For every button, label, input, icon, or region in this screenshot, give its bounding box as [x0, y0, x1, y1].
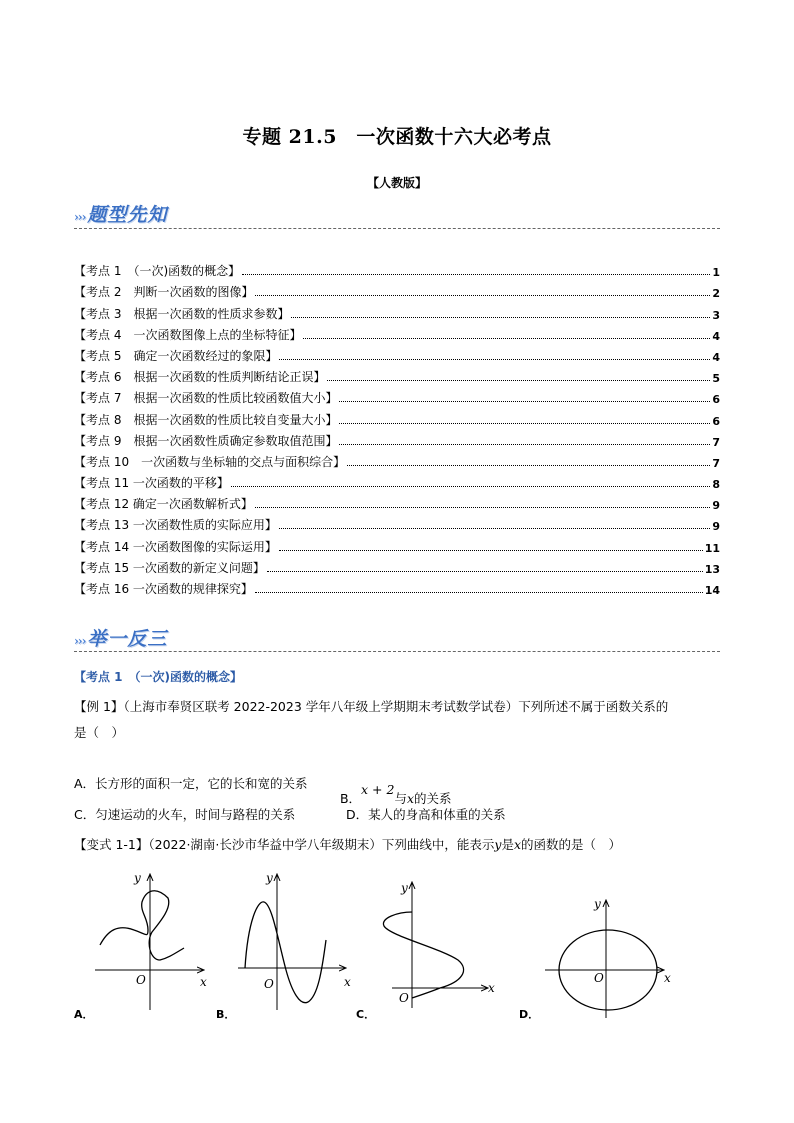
- toc-row[interactable]: [74, 512, 720, 533]
- toc-page-number[interactable]: 8: [712, 478, 720, 492]
- toc-row[interactable]: [74, 470, 720, 491]
- toc-label[interactable]: 【考点 13 一次函数性质的实际应用】: [74, 518, 277, 533]
- curve: [383, 912, 463, 998]
- option-b-prefix: B．: [339, 791, 362, 806]
- option-d: D．某人的身高和体重的关系: [346, 807, 506, 822]
- toc-row[interactable]: [74, 279, 720, 300]
- section-heading-practice: [74, 624, 167, 651]
- variant-text: （2022·湖南·长沙市华益中学八年级期末）下列曲线中，能表示: [148, 837, 495, 852]
- x-label: x: [344, 975, 351, 989]
- toc-label[interactable]: 【考点 6 根据一次函数的性质判断结论正误】: [74, 370, 326, 385]
- origin-label: O: [136, 973, 146, 987]
- toc-label[interactable]: 【考点 2 判断一次函数的图像】: [74, 285, 254, 300]
- example-text-cont: 是（ ）: [74, 725, 125, 740]
- option-label: C．: [356, 1008, 376, 1021]
- toc-row[interactable]: [74, 343, 720, 364]
- y-label: y: [401, 881, 408, 895]
- toc-row[interactable]: [74, 576, 720, 597]
- toc-leader-dots: [339, 423, 710, 424]
- toc-label[interactable]: 【考点 15 一次函数的新定义问题】: [74, 560, 265, 575]
- variant-text: 的函数的是（ ）: [521, 837, 622, 852]
- origin-label: O: [399, 991, 409, 1005]
- toc-row[interactable]: [74, 406, 720, 427]
- toc-row[interactable]: [74, 364, 720, 385]
- divider: [74, 651, 720, 652]
- toc-leader-dots: [242, 274, 710, 275]
- toc-leader-dots: [255, 592, 703, 593]
- toc-label[interactable]: 【考点 9 根据一次函数性质确定参数取值范围】: [74, 433, 338, 448]
- table-of-contents: [74, 258, 720, 597]
- toc-label[interactable]: 【考点 7 根据一次函数的性质比较函数值大小】: [74, 391, 338, 406]
- option-b-expression: x + 2: [361, 782, 395, 797]
- toc-row[interactable]: [74, 555, 720, 576]
- option-b: [332, 774, 452, 807]
- section-title: 举一反三: [87, 628, 168, 650]
- y-label: y: [594, 897, 601, 911]
- origin-label: O: [594, 971, 604, 985]
- section-heading-overview: [74, 200, 167, 227]
- toc-label[interactable]: 【考点 14 一次函数图像的实际运用】: [74, 539, 277, 554]
- option-b-var: x: [406, 791, 415, 806]
- option-c: C．匀速运动的火车，时间与路程的关系: [74, 807, 296, 822]
- toc-page-number[interactable]: 4: [712, 350, 720, 364]
- toc-leader-dots: [231, 486, 710, 487]
- option-b-suffix: 的关系: [414, 791, 452, 806]
- graph-d: [519, 897, 671, 1021]
- toc-label[interactable]: 【考点 12 确定一次函数解析式】: [74, 497, 253, 512]
- toc-row[interactable]: [74, 258, 720, 279]
- origin-label: O: [264, 977, 274, 991]
- toc-page-number[interactable]: 3: [712, 308, 720, 322]
- graph-a: [74, 871, 207, 1021]
- toc-label[interactable]: 【考点 1 （一次)函数的概念】: [74, 264, 241, 279]
- toc-leader-dots: [279, 359, 710, 360]
- x-label: x: [200, 975, 207, 989]
- toc-leader-dots: [303, 338, 710, 339]
- x-label: x: [664, 971, 671, 985]
- toc-leader-dots: [339, 444, 710, 445]
- toc-page-number[interactable]: 9: [712, 520, 720, 534]
- arrows-icon: ›››: [74, 634, 86, 648]
- toc-leader-dots: [347, 465, 710, 466]
- example-tag: 【例 1】: [74, 699, 124, 714]
- page-title: 专题 21.5 一次函数十六大必考点: [242, 126, 552, 148]
- variant-text: 是: [501, 837, 514, 852]
- option-label: A．: [74, 1008, 94, 1021]
- graph-c: [356, 881, 495, 1021]
- toc-label[interactable]: 【考点 10 一次函数与坐标轴的交点与面积综合】: [74, 454, 346, 469]
- toc-page-number[interactable]: 2: [712, 287, 720, 301]
- toc-row[interactable]: [74, 449, 720, 470]
- toc-label[interactable]: 【考点 11 一次函数的平移】: [74, 476, 229, 491]
- option-label: D．: [519, 1008, 540, 1021]
- toc-leader-dots: [279, 550, 703, 551]
- example-question: [74, 694, 722, 746]
- toc-row[interactable]: [74, 428, 720, 449]
- section-title: 题型先知: [87, 204, 168, 226]
- curve: [245, 902, 326, 1003]
- toc-page-number[interactable]: 6: [712, 414, 720, 428]
- function-graphs: [0, 860, 794, 1030]
- toc-label[interactable]: 【考点 4 一次函数图像上点的坐标特征】: [74, 327, 302, 342]
- arrows-icon: ›››: [74, 210, 86, 224]
- toc-row[interactable]: [74, 385, 720, 406]
- toc-leader-dots: [291, 317, 710, 318]
- curve: [100, 891, 184, 960]
- toc-leader-dots: [255, 507, 710, 508]
- toc-row[interactable]: [74, 322, 720, 343]
- variant-var-x: x: [513, 837, 522, 852]
- option-b-mid: 与: [394, 791, 407, 806]
- variant-question: [74, 832, 722, 858]
- toc-page-number[interactable]: 14: [704, 584, 720, 597]
- y-label: y: [266, 871, 273, 885]
- toc-page-number[interactable]: 13: [704, 562, 720, 576]
- toc-leader-dots: [327, 380, 710, 381]
- toc-label[interactable]: 【考点 16 一次函数的规律探究】: [74, 582, 253, 596]
- example-text: （上海市奉贤区联考 2022-2023 学年八年级上学期期末考试数学试卷）下列所述不属于函数关系的: [123, 699, 669, 714]
- toc-page-number[interactable]: 6: [712, 393, 720, 407]
- toc-leader-dots: [339, 401, 710, 402]
- toc-page-number[interactable]: 7: [712, 435, 720, 449]
- toc-row[interactable]: [74, 491, 720, 512]
- toc-leader-dots: [267, 571, 703, 572]
- toc-row[interactable]: [74, 300, 720, 321]
- y-label: y: [134, 871, 141, 885]
- toc-label[interactable]: 【考点 8 根据一次函数的性质比较自变量大小】: [74, 412, 338, 427]
- divider: [74, 228, 720, 229]
- option-a: A．长方形的面积一定，它的长和宽的关系: [74, 776, 308, 791]
- toc-page-number[interactable]: 9: [712, 499, 720, 513]
- toc-page-number[interactable]: 7: [712, 456, 720, 470]
- option-label: B．: [216, 1008, 236, 1021]
- toc-row[interactable]: [74, 533, 720, 554]
- topic-heading: 【考点 1 （一次)函数的概念】: [74, 670, 243, 684]
- toc-page-number[interactable]: 11: [704, 541, 720, 555]
- variant-tag: 【变式 1-1】: [74, 837, 149, 852]
- toc-page-number[interactable]: 1: [712, 266, 720, 280]
- toc-page-number[interactable]: 4: [712, 329, 720, 343]
- x-label: x: [488, 981, 495, 995]
- toc-label[interactable]: 【考点 3 根据一次函数的性质求参数】: [74, 306, 290, 321]
- toc-label[interactable]: 【考点 5 确定一次函数经过的象限】: [74, 348, 278, 363]
- toc-leader-dots: [279, 528, 710, 529]
- edition-label: 【人教版】: [366, 176, 427, 190]
- graph-b: [216, 871, 351, 1021]
- toc-leader-dots: [255, 295, 710, 296]
- variant-var-y: y: [494, 837, 502, 852]
- toc-page-number[interactable]: 5: [712, 372, 720, 386]
